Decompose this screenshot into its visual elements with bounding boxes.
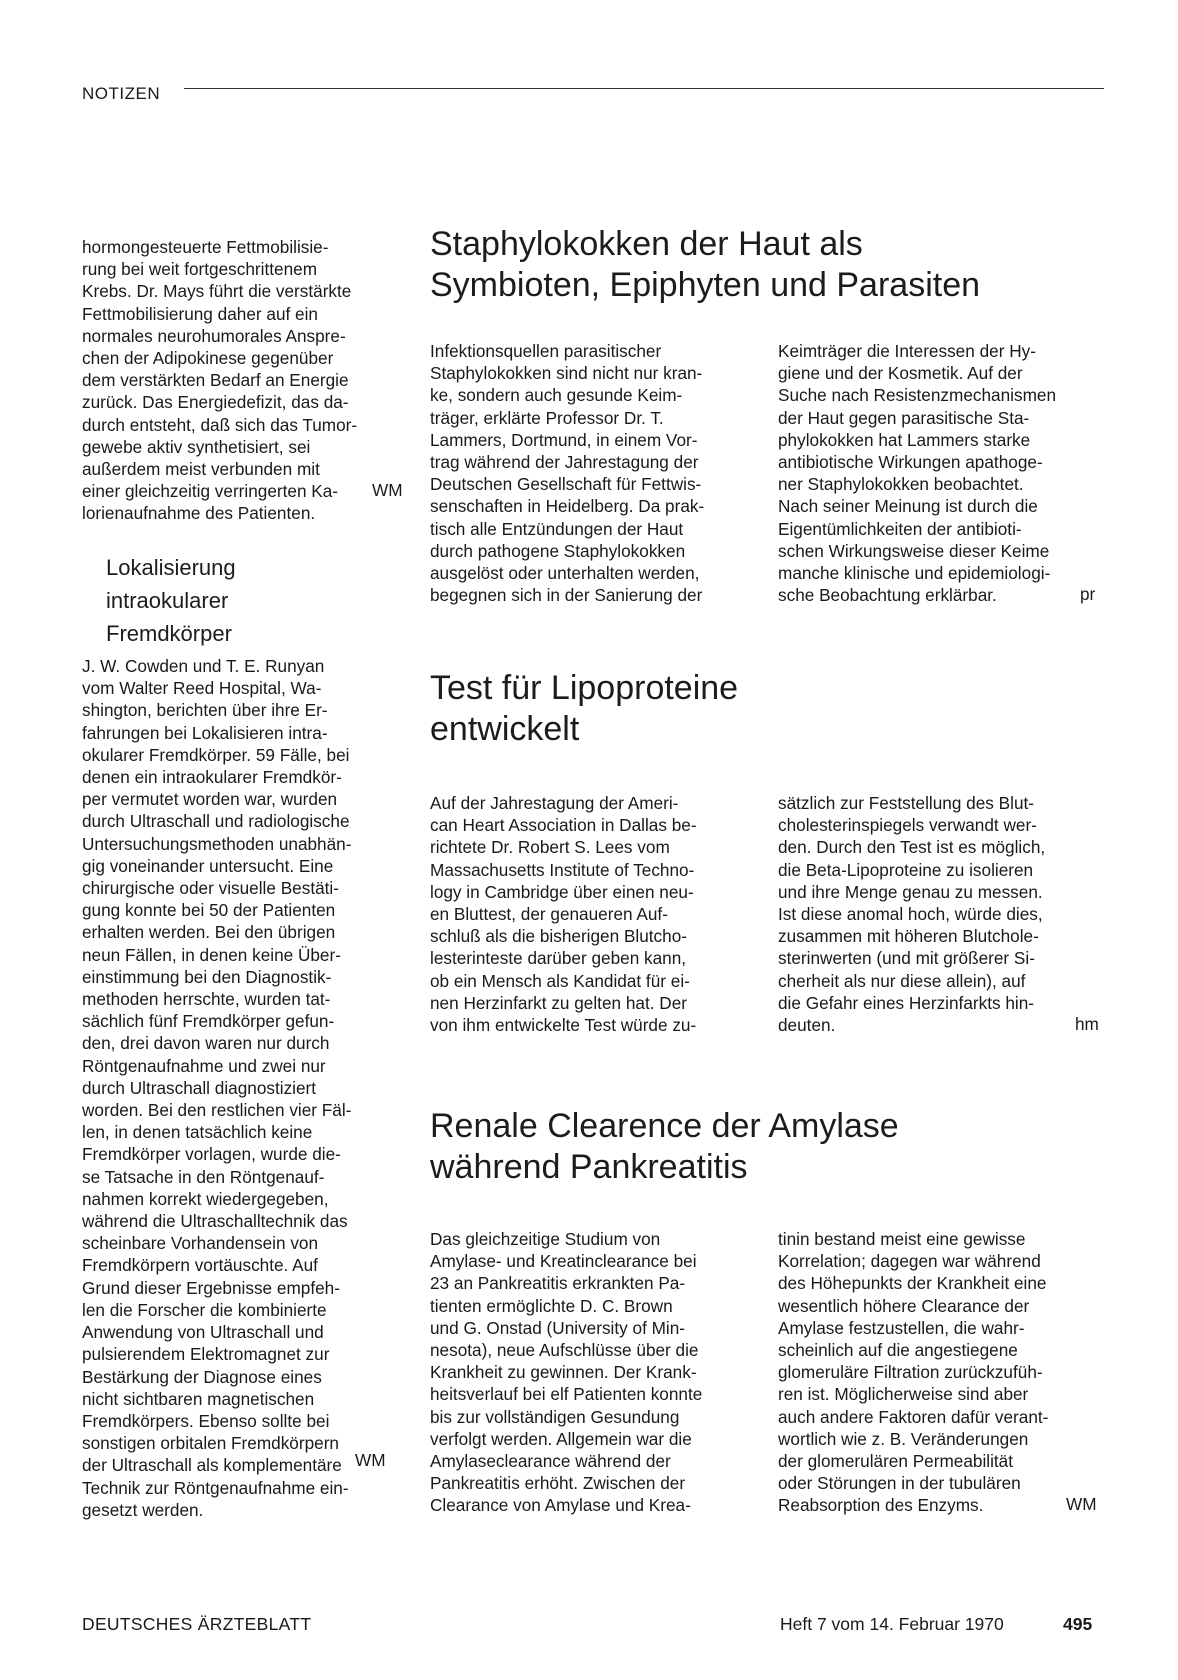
article-lipoproteine-col2: sätzlich zur Feststellung des Blut- cholesterinspiegels verwandt wer- den. Durch den Test ist es möglich, die Beta-Lipoproteine zu isolieren und ihre Menge genau zu messen. Ist diese anomal hoch, würde dies, zusammen mit höheren Blutchole- sterinwerten (und mit größerer Si- cherheit als nur diese allein), auf die Gefahr eines Herzinfarkts hin- deuten. [778,793,1046,1036]
continuation-signature: WM [372,480,403,500]
continuation-text: hormongesteuerte Fettmobilisie- rung bei weit fortgeschrittenem Krebs. Dr. Mays führt die verstärkte Fettmobilisierung daher auf ein normales neurohumorales Anspre- chen der Adipokinese gegenüber dem verstärkten Bedarf an Energie zurück. Das Energiedefizit, das da- durch entsteht, daß sich das Tumor- gewebe aktiv synthetisiert, sei außerdem meist verbunden mit einer gleichzeitig verringerten Ka- lorienaufnahme des Patienten. [82,237,358,524]
article-lipoproteine-signature: hm [1075,1014,1099,1034]
article-amylase-col1: Das gleichzeitige Studium von Amylase- und Kreatinclearance bei 23 an Pankreatitis erkrankten Pa- tienten ermöglichte D. C. Brown und G. Onstad (University of Min- nesota), neue Aufschlüsse über die Krankheit zu gewinnen. Der Krank- heitsverlauf bei elf Patienten konnte bis zur vollständigen Gesundung verfolgt werden. Allgemein war die Amylaseclearance während der Pankreatitis erhöht. Zwischen der Clearance von Amylase und Krea- [430,1229,703,1516]
article-staphylokokken-title: Staphylokokken der Haut als Symbioten, Epiphyten und Parasiten [430,225,981,304]
article-lokalisierung-signature: WM [355,1450,386,1470]
article-staphylokokken-col1: Infektionsquellen parasitischer Staphylokokken sind nicht nur kran- ke, sondern auch gesunde Keim- träger, erklärte Professor Dr. T. Lammers, Dortmund, in einem Vor- trag während der Jahrestagung der Deutschen Gesellschaft für Fettwis- senschaften in Heidelberg. Da prak- tisch alle Entzündungen der Haut durch pathogene Staphylokokken ausgelöst oder unterhalten werden, begegnen sich in der Sanierung der [430,341,705,606]
article-amylase-col2: tinin bestand meist eine gewisse Korrelation; dagegen war während des Höhepunkts der Krankheit eine wesentlich höhere Clearance der Amylase festzustellen, die wahr- scheinlich auf die angestiegene glomeruläre Filtration zurückzufüh- ren ist. Möglicherweise sind aber auch andere Faktoren dafür verant- wortlich wie z. B. Veränderungen der glomerulären Permeabilität oder Störungen in der tubulären Reabsorption des Enzyms. [778,1229,1049,1516]
article-lipoproteine-title-wrap [430,668,1110,750]
article-lokalisierung-title: Lokalisierung intraokularer Fremdkörper [106,555,236,646]
header-rule [184,88,1104,89]
article-staphylokokken-signature: pr [1080,584,1096,604]
article-staphylokokken-title-wrap [430,224,1110,306]
article-lokalisierung-body: J. W. Cowden und T. E. Runyan vom Walter Reed Hospital, Wa- shington, berichten über ihre Er- fahrungen bei Lokalisieren intra- okularer Fremdkörper. 59 Fälle, bei denen ein intraokularer Fremdkör- per vermutet worden war, wurden durch Ultraschall und radiologische Untersuchungsmethoden unabhän- gig voneinander untersucht. Eine chirurgische oder visuelle Bestäti- gung konnte bei 50 der Patienten erhalten werden. Bei den übrigen neun Fällen, in denen keine Über- einstimmung bei den Diagnostik- methoden herrschte, wurden tat- sächlich fünf Fremdkörper gefun- den, drei davon waren nur durch Röntgenaufnahme und zwei nur durch Ultraschall diagnostiziert worden. Bei den restlichen vier Fäl- len, in denen tatsächlich keine Fremdkörper vorlagen, wurde die- se Tatsache in den Röntgenauf- nahmen korrekt wiedergegeben, während die Ultraschalltechnik das scheinbare Vorhandensein von Fremdkörpern vortäuschte. Auf Grund dieser Ergebnisse empfeh- len die Forscher die kombinierte Anwendung von Ultraschall und pulsierendem Elektromagnet zur Bestärkung der Diagnose eines nicht sichtbaren magnetischen Fremdkörpers. Ebenso sollte bei sonstigen orbitalen Fremdkörpern der Ultraschall als komplementäre Technik zur Röntgenaufnahme ein- gesetzt werden. [82,656,352,1520]
article-amylase-signature: WM [1066,1494,1097,1514]
footer-journal: DEUTSCHES ÄRZTEBLATT [82,1614,312,1634]
footer-issue: Heft 7 vom 14. Februar 1970 [780,1614,1004,1634]
page-number: 495 [1063,1614,1093,1634]
article-staphylokokken-col2: Keimträger die Interessen der Hy- giene und der Kosmetik. Auf der Suche nach Resistenzmechanismen der Haut gegen parasitische Sta- phylokokken hat Lammers starke antibiotische Wirkungen apathoge- ner Staphylokokken beobachtet. Nach seiner Meinung ist durch die Eigentümlichkeiten der antibioti- schen Wirkungsweise dieser Keime manche klinische und epidemiologi- sche Beobachtung erklärbar. [778,341,1057,606]
article-amylase-title-wrap [430,1106,1110,1188]
section-label: NOTIZEN [82,84,161,103]
article-lipoproteine-col1: Auf der Jahrestagung der Ameri- can Heart Association in Dallas be- richtete Dr. Robert S. Lees vom Massachusetts Institute of Techno- logy in Cambridge über einen neu- en Bluttest, der genaueren Auf- schluß als die bisherigen Blutcho- lesterinteste darüber geben kann, ob ein Mensch als Kandidat für ei- nen Herzinfarkt zu gelten hat. Der von ihm entwickelte Test würde zu- [430,793,697,1036]
article-lipoproteine-title: Test für Lipoproteine entwickelt [430,669,739,748]
article-amylase-title: Renale Clearence der Amylase während Pankreatitis [430,1107,899,1186]
article-lokalisierung-title-wrap [106,551,396,650]
